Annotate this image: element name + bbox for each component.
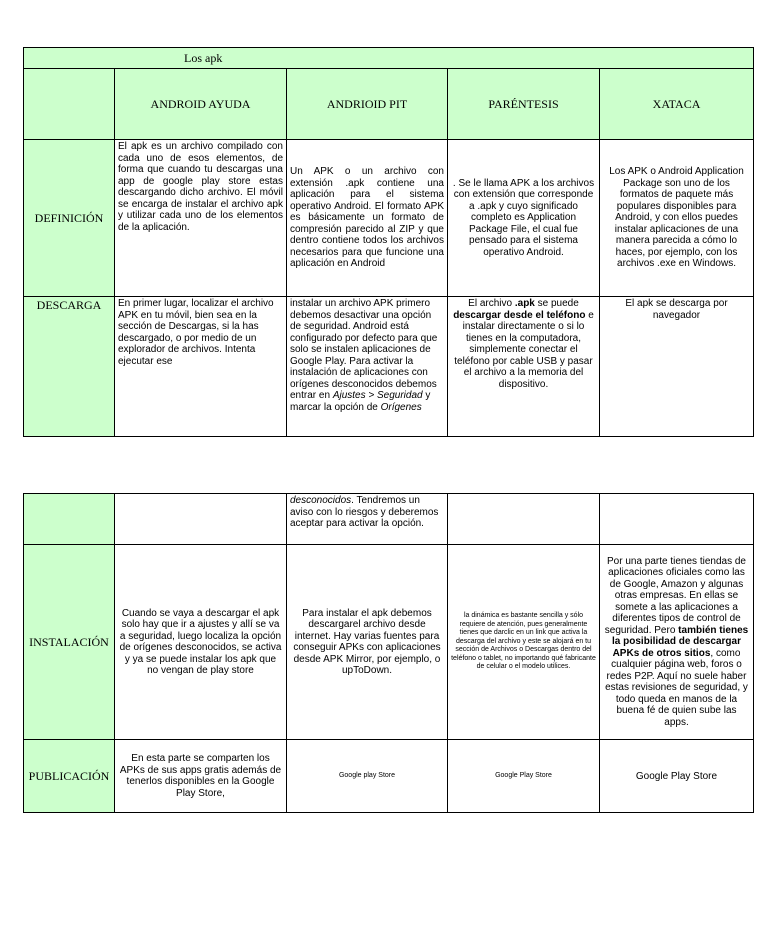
row-label-descarga: DESCARGA — [24, 297, 115, 437]
cell-instalacion-android-ayuda: Cuando se vaya a descargar el apk solo hay que ir a ajustes y allí se va a seguridad, luego localiza la opción de orígenes desconocidos, se activa y ya se puede instalar los apk que no vengan de play store — [115, 545, 287, 740]
cell-descarga-andrioid-pit: instalar un archivo APK primero debemos desactivar una opción de seguridad. Android está configurado por defecto para que solo se instalen aplicaciones de Google Play. Para activar la instalación de aplicaciones con orígenes desconocidos debemos entrar en Ajustes > Seguridad y marcar la opción de Orígenes — [287, 297, 448, 437]
cell-descarga-xataca: El apk se descarga por navegador — [600, 297, 754, 437]
continuation-label-cell — [24, 494, 115, 545]
cell-publicacion-andrioid-pit: Google play Store — [287, 740, 448, 813]
table-row-instalacion — [24, 545, 754, 740]
cell-definicion-parentesis: . Se le llama APK a los archivos con extensión que corresponde a .apk y cuyo significado completo es Application Package File, el cual fue pensado para el sistema operativo Android. — [448, 140, 600, 297]
continuation-xataca — [600, 494, 754, 545]
apk-comparison-table-page2 — [23, 493, 754, 813]
cell-instalacion-parentesis: la dinámica es bastante sencilla y sólo requiere de atención, pues generalmente tienes que darclic en un link que activa la descarga del archivo y este se alojará en tu sección de Archivos o Descargas dentro del teléfono o tablet, no importando qué fabricante de celular o el modelo utilices. — [448, 545, 600, 740]
table-row-descarga — [24, 297, 754, 437]
table-title-row — [24, 48, 754, 69]
header-android-ayuda: ANDROID AYUDA — [115, 69, 287, 140]
row-label-publicacion: PUBLICACIÓN — [24, 740, 115, 813]
cell-definicion-android-ayuda: El apk es un archivo compilado con cada uno de esos elementos, de forma que cuando tu descargas una app de google play store estas descargando dicho archivo. El móvil se encarga de instalar el archivo apk y utilizar cada uno de los elementos de la aplicación. — [115, 140, 287, 297]
header-andrioid-pit: ANDRIOID PIT — [287, 69, 448, 140]
cell-publicacion-android-ayuda: En esta parte se comparten los APKs de sus apps gratis además de tenerlos disponibles en la Google Play Store, — [115, 740, 287, 813]
continuation-parentesis — [448, 494, 600, 545]
cell-publicacion-xataca: Google Play Store — [600, 740, 754, 813]
table-row-definicion — [24, 140, 754, 297]
cell-instalacion-xataca: Por una parte tienes tiendas de aplicaciones oficiales como las de Google, Amazon y algunas otras empresas. En ellas se somete a las aplicaciones a diferentes tipos de control de seguridad. Pero también tienes la posibilidad de descargar APKs de otros sitios, como cualquier página web, foros o redes P2P. Aquí no suele haber estas revisiones de seguridad, y todo queda en manos de la buena fé de quien sube las apps. — [600, 545, 754, 740]
table-row-publicacion — [24, 740, 754, 813]
cell-instalacion-andrioid-pit: Para instalar el apk debemos descargarel archivo desde internet. Hay varias fuentes para conseguir APKs con aplicaciones desde APK Mirror, por ejemplo, o upToDown. — [287, 545, 448, 740]
row-label-instalacion: INSTALACIÓN — [24, 545, 115, 740]
cell-descarga-parentesis: El archivo .apk se puede descargar desde el teléfono e instalar directamente o si lo tienes en la computadora, simplemente conectar el teléfono por cable USB y pasar el archivo a la memoria del dispositivo. — [448, 297, 600, 437]
cell-definicion-xataca: Los APK o Android Application Package son uno de los formatos de paquete más populares disponibles para Android, y con ellos puedes instalar aplicaciones de una manera parecida a cómo lo haces, por ejemplo, con los archivos .exe en Windows. — [600, 140, 754, 297]
table-title: Los apk — [184, 50, 223, 65]
header-xataca: XATACA — [600, 69, 754, 140]
row-label-definicion: DEFINICIÓN — [24, 140, 115, 297]
table-row-continuation — [24, 494, 754, 545]
apk-comparison-table-page1 — [23, 47, 754, 437]
continuation-andrioid-pit: desconocidos. Tendremos un aviso con lo riesgos y deberemos aceptar para activar la opción. — [287, 494, 448, 545]
continuation-android-ayuda — [115, 494, 287, 545]
cell-publicacion-parentesis: Google Play Store — [448, 740, 600, 813]
cell-descarga-android-ayuda: En primer lugar, localizar el archivo APK en tu móvil, bien sea en la sección de Descargas, si la has descargado, o por medio de un explorador de archivos. Intenta ejecutar ese — [115, 297, 287, 437]
header-corner-cell — [24, 69, 115, 140]
header-parentesis: PARÉNTESIS — [448, 69, 600, 140]
cell-definicion-andrioid-pit: Un APK o un archivo con extensión .apk contiene una aplicación para el sistema operativo Android. El formato APK es básicamente un formato de compresión parecido al ZIP y que dentro contiene todos los archivos necesarios para que funcione una aplicación en Android — [287, 140, 448, 297]
